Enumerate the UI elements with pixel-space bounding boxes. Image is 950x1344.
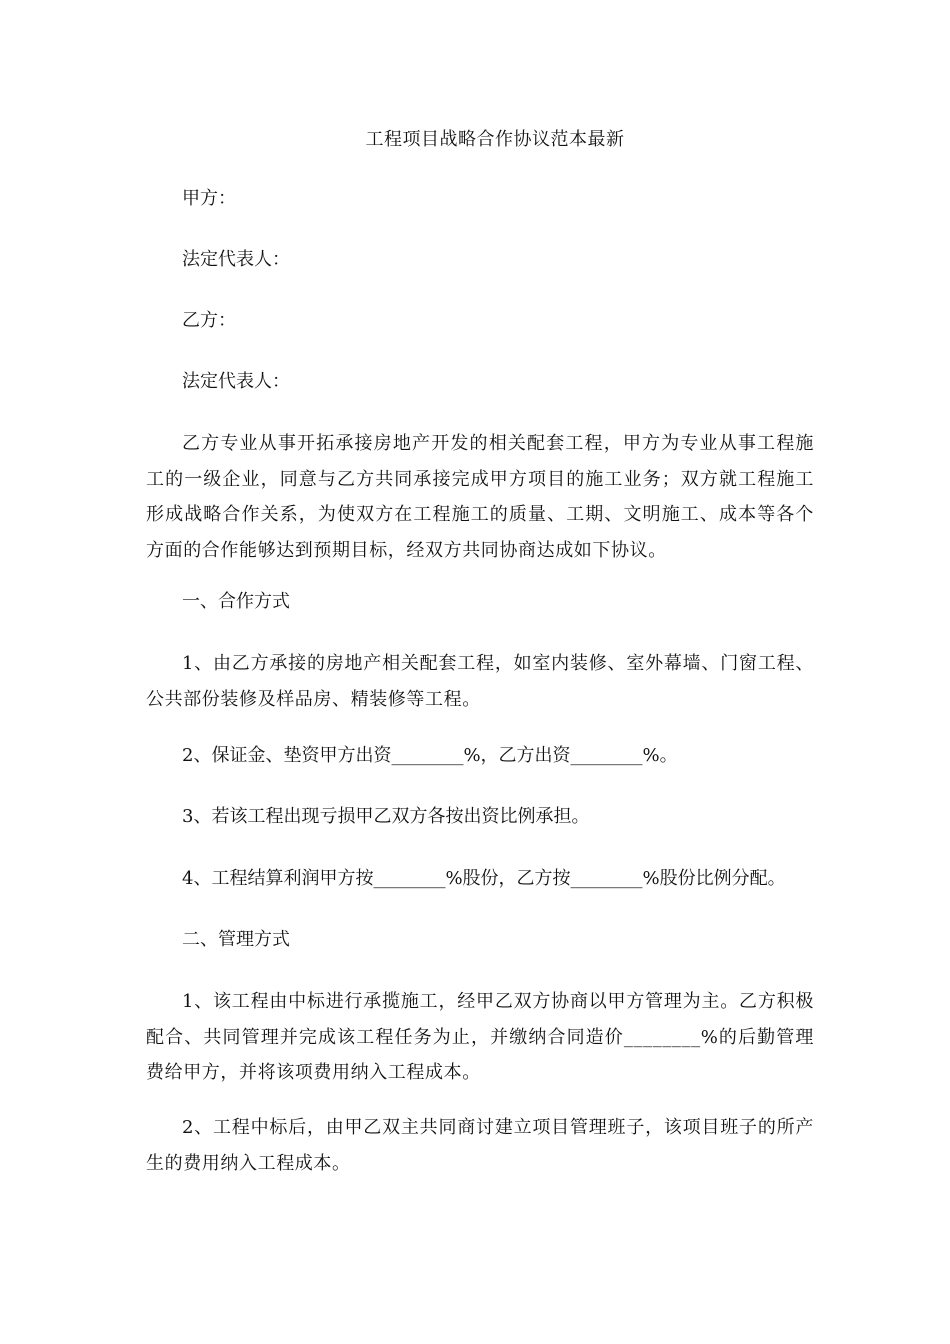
party-a-representative-label: 法定代表人： — [182, 249, 290, 270]
cooperation-item-2: 2、保证金、垫资甲方出资________%，乙方出资________%。 — [182, 745, 678, 766]
document-title: 工程项目战略合作协议范本最新 — [365, 129, 625, 150]
management-item-1: 1、该工程由中标进行承揽施工，经甲乙双方协商以甲方管理为主。乙方积极配合、共同管理并完成该工程任务为止，并缴纳合同造价________%的后勤管理费给甲方，并将该项费用纳入工程成本。 — [146, 991, 814, 1083]
management-item-2: 2、工程中标后，由甲乙双主共同商讨建立项目管理班子，该项目班子的所产生的费用纳入工程成本。 — [146, 1117, 814, 1174]
intro-paragraph: 乙方专业从事开拓承接房地产开发的相关配套工程，甲方为专业从事工程施工的一级企业，同意与乙方共同承接完成甲方项目的施工业务；双方就工程施工形成战略合作关系，为使双方在工程施工的质量、工期、文明施工、成本等各个方面的合作能够达到预期目标，经双方共同协商达成如下协议。 — [146, 433, 814, 561]
cooperation-item-1: 1、由乙方承接的房地产相关配套工程，如室内装修、室外幕墙、门窗工程、公共部份装修及样品房、精装修等工程。 — [146, 653, 814, 710]
cooperation-item-4: 4、工程结算利润甲方按________%股份，乙方按________%股份比例分配。 — [182, 868, 786, 889]
section-cooperation-heading: 一、合作方式 — [182, 591, 290, 612]
party-b-representative-label: 法定代表人： — [182, 371, 290, 392]
party-b-label: 乙方： — [182, 310, 236, 331]
cooperation-item-3: 3、若该工程出现亏损甲乙双方各按出资比例承担。 — [182, 806, 590, 827]
section-management-heading: 二、管理方式 — [182, 929, 290, 950]
party-a-label: 甲方： — [182, 188, 236, 209]
